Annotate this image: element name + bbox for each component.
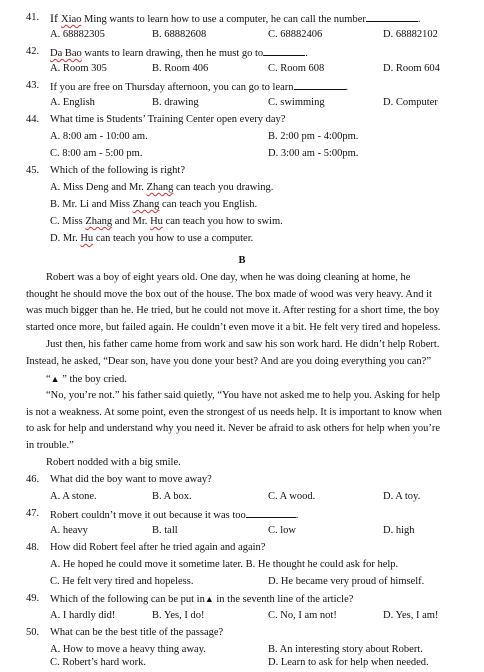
option-a[interactable]: A. Room 305 <box>50 63 107 74</box>
question-number: 41. <box>26 12 40 23</box>
option-b[interactable]: B. 68882608 <box>152 29 207 40</box>
option-d[interactable]: D. 3:00 am - 5:00pm. <box>268 148 359 159</box>
question-text: If you are free on Thursday afternoon, you can go to learn . <box>50 78 348 97</box>
option-b[interactable]: B. 2:00 pm - 4:00pm. <box>268 131 359 142</box>
section-heading: B <box>238 255 246 266</box>
option-d[interactable]: D. Room 604 <box>383 63 440 74</box>
question-text: What can be the best title of the passage? <box>50 627 224 638</box>
question-number: 42. <box>26 46 40 57</box>
option-c[interactable]: C. Miss Zhang and Mr. Hu can teach you how to swim. <box>50 216 283 227</box>
passage-line: “No, you’re not.” his father said quietly, “You have not asked me to help you. Asking for help <box>46 390 440 401</box>
option-c[interactable]: C. Robert’s hard work. <box>50 657 146 668</box>
option-d[interactable]: D. He became very proud of himself. <box>268 576 425 587</box>
option-d[interactable]: D. Computer <box>383 97 438 108</box>
option-b[interactable]: B. Room 406 <box>152 63 209 74</box>
blank-triangle-icon: ▲ <box>50 374 60 384</box>
question-number: 47. <box>26 508 40 519</box>
option-a-b[interactable]: A. He hoped he could move it sometime later. B. He thought he could ask for help. <box>50 559 399 570</box>
option-c[interactable]: C. low <box>268 525 297 536</box>
question-text: Which of the following is right? <box>50 165 186 176</box>
passage-line: in trouble.” <box>26 439 74 451</box>
option-a[interactable]: A. How to move a heavy thing away. <box>50 644 206 655</box>
question-text: How did Robert feel after he tried again and again? <box>50 542 266 553</box>
question-text: What did the boy want to move away? <box>50 474 212 485</box>
question-number: 49. <box>26 593 40 604</box>
question-number: 45. <box>26 165 40 176</box>
option-b[interactable]: B. A box. <box>152 491 192 502</box>
question-number: 46. <box>26 474 40 485</box>
passage-line: “▲ ” the boy cried. <box>46 374 127 385</box>
question-number: 50. <box>26 627 40 638</box>
question-number: 43. <box>26 80 40 91</box>
passage-line: started once more, but failed again. He couldn’t even move it a bit. He felt very tired and hopeless. <box>26 321 441 333</box>
option-b[interactable]: B. An interesting story about Robert. <box>268 644 423 655</box>
passage-line: Instead, he asked, “Dear son, have you done your best? And are you doing everything you can?” <box>26 355 431 367</box>
option-a[interactable]: A. I hardly did! <box>50 610 116 621</box>
passage-paragraph-3 <box>26 371 475 388</box>
option-b[interactable]: B. Mr. Li and Miss Zhang can teach you English. <box>50 199 258 210</box>
passage-paragraph-5 <box>26 455 475 472</box>
option-d[interactable]: D. Yes, I am! <box>383 610 439 621</box>
passage-line: Robert nodded with a big smile. <box>46 457 181 468</box>
question-text: If Xiao Ming wants to learn how to use a computer, he can call the number . <box>50 11 421 25</box>
option-d[interactable]: D. Learn to ask for help when needed. <box>268 657 429 668</box>
option-b[interactable]: B. Yes, I do! <box>152 610 205 621</box>
answer-blank[interactable] <box>366 10 418 22</box>
blank-triangle-icon: ▲ <box>204 594 214 604</box>
passage-line: Robert was a boy of eight years old. One day, when he was doing cleaning at home, he <box>46 272 411 283</box>
passage-paragraph-1 <box>26 270 475 336</box>
option-c[interactable]: C. He felt very tired and hopeless. <box>50 576 194 587</box>
answer-blank[interactable] <box>263 44 305 56</box>
option-c[interactable]: C. 8:00 am - 5:00 pm. <box>50 148 143 159</box>
option-a[interactable]: A. A stone. <box>50 491 97 502</box>
passage-paragraph-4 <box>26 388 475 454</box>
option-b[interactable]: B. drawing <box>152 97 199 108</box>
option-a[interactable]: A. 8:00 am - 10:00 am. <box>50 131 148 142</box>
question-text: Da Bao wants to learn drawing, then he must go to . <box>50 44 308 63</box>
question-41 <box>0 10 484 27</box>
passage-line: Just then, his father came home from work and saw his son work hard. He didn’t help Robert. <box>46 339 440 350</box>
option-a[interactable]: A. 68882305 <box>50 29 105 40</box>
option-c[interactable]: C. swimming <box>268 97 325 108</box>
answer-blank[interactable] <box>294 78 346 90</box>
option-d[interactable]: D. A toy. <box>383 491 421 502</box>
question-number: 44. <box>26 114 40 125</box>
question-text: Robert couldn’t move it out because it was too . <box>50 506 298 525</box>
passage-paragraph-2 <box>26 337 475 370</box>
option-a[interactable]: A. heavy <box>50 525 88 536</box>
question-text: Which of the following can be put in▲ in the seventh line of the article? <box>50 594 354 605</box>
option-d[interactable]: D. 68882102 <box>383 29 438 40</box>
option-c[interactable]: C. Room 608 <box>268 63 325 74</box>
answer-blank[interactable] <box>246 506 296 518</box>
passage-line: thought he should move the box out of the house. The box made of wood was very heavy. And it <box>26 288 432 300</box>
option-b[interactable]: B. tall <box>152 525 178 536</box>
option-c[interactable]: C. No, I am not! <box>268 610 337 621</box>
option-a[interactable]: A. English <box>50 97 95 108</box>
passage-line: was much bigger than he. He tried, but he could not move it. After resting for a short time, the boy <box>26 305 440 317</box>
option-c[interactable]: C. 68882406 <box>268 29 323 40</box>
option-c[interactable]: C. A wood. <box>268 491 316 502</box>
option-d[interactable]: D. Mr. Hu can teach you how to use a computer. <box>50 233 254 244</box>
passage-line: is not a weakness. At some point, even the strongest of us needs help. It is important to know when <box>26 406 442 418</box>
option-a[interactable]: A. Miss Deng and Mr. Zhang can teach you drawing. <box>50 182 274 193</box>
option-d[interactable]: D. high <box>383 525 415 536</box>
passage-line: to ask for help and understand why you need it. Never be afraid to ask others for help when you’re <box>26 423 441 435</box>
question-number: 48. <box>26 542 40 553</box>
question-text: What time is Students’ Training Center open every day? <box>50 114 286 125</box>
